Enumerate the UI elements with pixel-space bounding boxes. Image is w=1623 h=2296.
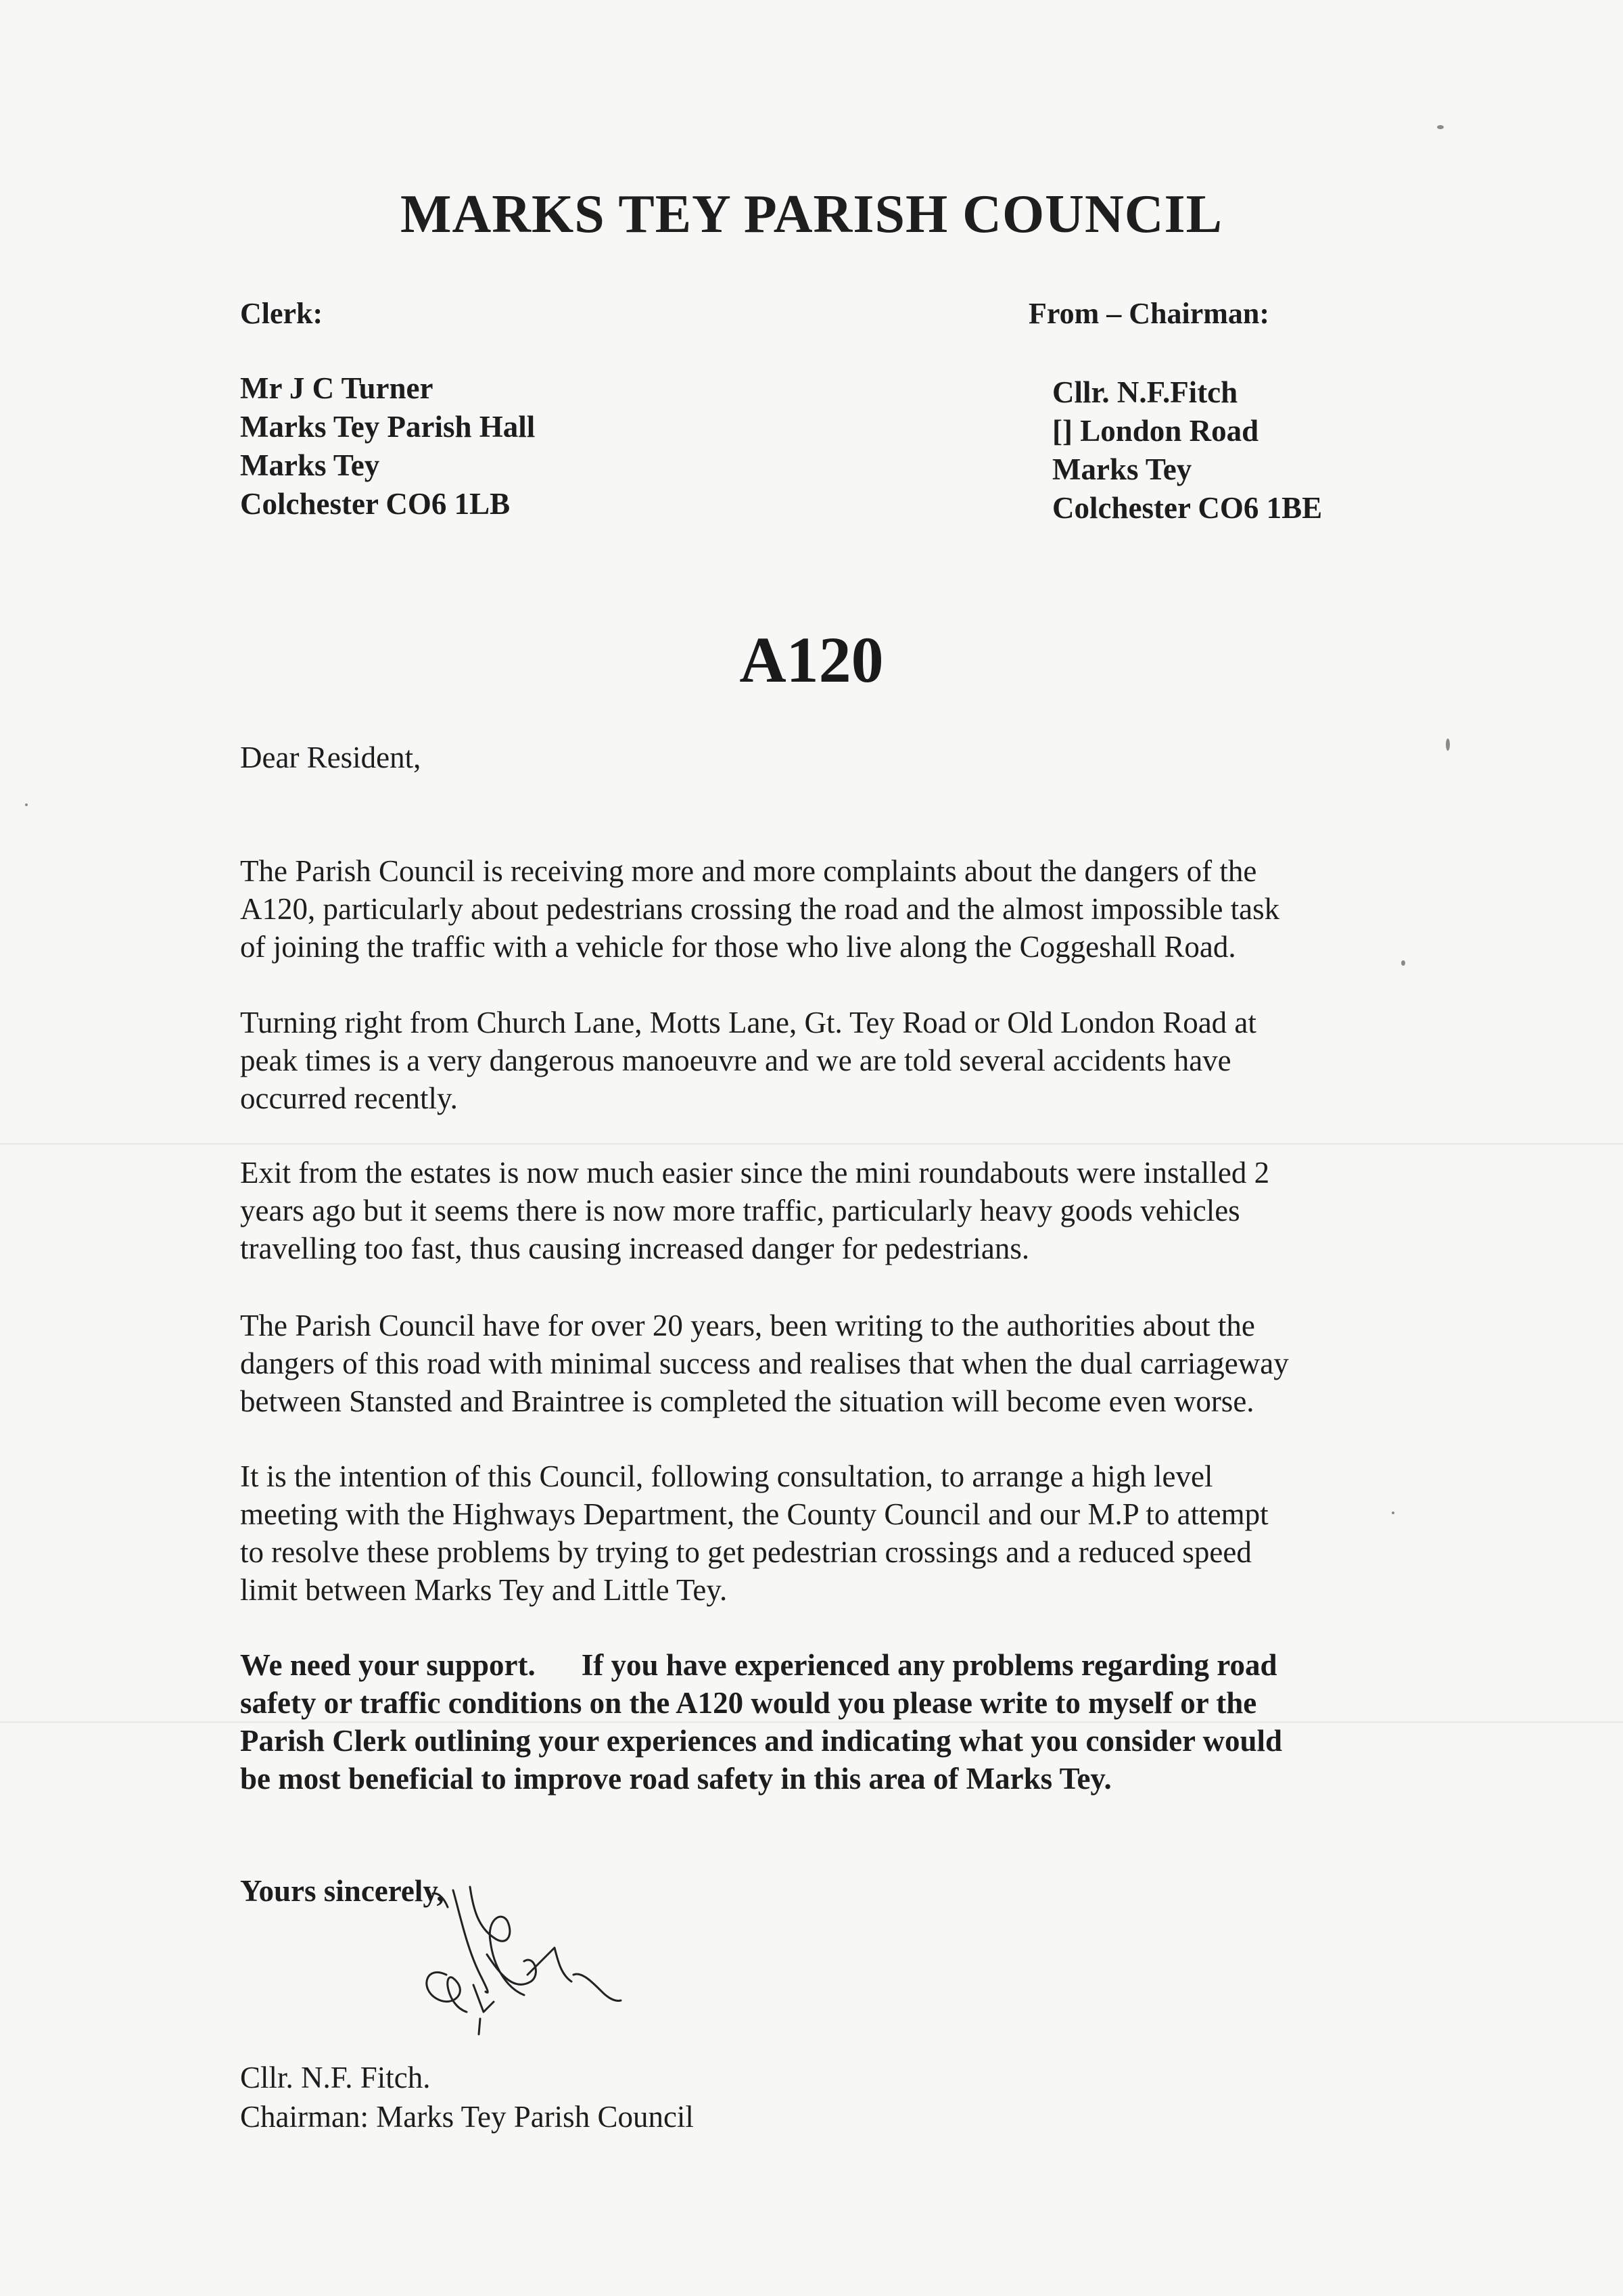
paper-speck — [1392, 1512, 1394, 1514]
salutation: Dear Resident, — [240, 741, 421, 774]
paragraph-line: of joining the traffic with a vehicle for those who live along the Coggeshall Road. — [240, 930, 1236, 964]
clerk-address-line: Mr J C Turner — [240, 371, 433, 405]
paragraph — [240, 1307, 1390, 1420]
paragraph-line: occurred recently. — [240, 1081, 458, 1115]
clerk-address — [240, 369, 535, 523]
paragraph — [240, 1457, 1390, 1609]
paragraph-line: A120, particularly about pedestrians crossing the road and the almost impossible task — [240, 892, 1280, 926]
appeal-line: Parish Clerk outlining your experiences and indicating what you consider would — [240, 1724, 1283, 1758]
appeal-first-line-rest: If you have experienced any problems regarding road — [581, 1648, 1277, 1682]
subject-heading: A120 — [739, 624, 884, 696]
paragraph-line: The Parish Council is receiving more and more complaints about the dangers of the — [240, 854, 1257, 888]
paragraph-line: The Parish Council have for over 20 years, been writing to the authorities about the — [240, 1309, 1255, 1342]
paragraph-line: peak times is a very dangerous manoeuvre and we are told several accidents have — [240, 1044, 1231, 1077]
chairman-address — [1052, 373, 1322, 528]
appeal-paragraph — [240, 1646, 1390, 1798]
clerk-address-line: Colchester CO6 1LB — [240, 487, 511, 521]
paragraph-line: Exit from the estates is now much easier since the mini roundabouts were installed 2 — [240, 1156, 1270, 1190]
paragraph-line: travelling too fast, thus causing increased danger for pedestrians. — [240, 1232, 1030, 1265]
appeal-first-line — [240, 1646, 1390, 1684]
paragraph-line: between Stansted and Braintree is completed the situation will become even worse. — [240, 1384, 1254, 1418]
appeal-line: safety or traffic conditions on the A120 would you please write to myself or the — [240, 1686, 1257, 1720]
chairman-label: From – Chairman: — [1029, 297, 1270, 330]
paragraph-line: Turning right from Church Lane, Motts Lane, Gt. Tey Road or Old London Road at — [240, 1006, 1256, 1039]
appeal-lead: We need your support. — [240, 1648, 536, 1682]
paper-speck — [1437, 125, 1444, 129]
paper-speck — [25, 803, 28, 806]
closing: Yours sincerely, — [240, 1874, 444, 1908]
paragraph — [240, 1004, 1390, 1117]
paragraph-line: dangers of this road with minimal success and realises that when the dual carriageway — [240, 1346, 1289, 1380]
paper-speck — [1401, 960, 1405, 966]
chairman-address-line: Colchester CO6 1BE — [1052, 491, 1323, 525]
chairman-address-line: Cllr. N.F.Fitch — [1052, 375, 1238, 409]
chairman-address-line: [] London Road — [1052, 414, 1259, 448]
paragraph-line: limit between Marks Tey and Little Tey. — [240, 1573, 728, 1607]
clerk-address-line: Marks Tey — [240, 448, 380, 482]
paragraph-line: to resolve these problems by trying to get pedestrian crossings and a reduced speed — [240, 1535, 1252, 1569]
clerk-address-line: Marks Tey Parish Hall — [240, 410, 536, 444]
signatory-name: Cllr. N.F. Fitch. — [240, 2061, 431, 2094]
letterhead-title: MARKS TEY PARISH COUNCIL — [400, 185, 1223, 244]
paragraph — [240, 1154, 1390, 1267]
paragraph — [240, 852, 1390, 966]
fold-line — [0, 1143, 1623, 1145]
paragraph-line: It is the intention of this Council, following consultation, to arrange a high level — [240, 1459, 1213, 1493]
paragraph-line: meeting with the Highways Department, the County Council and our M.P to attempt — [240, 1497, 1269, 1531]
chairman-address-line: Marks Tey — [1052, 452, 1192, 486]
clerk-label: Clerk: — [240, 297, 323, 330]
paper-speck — [1446, 739, 1450, 751]
handwritten-signature — [406, 1873, 649, 2049]
signatory-role: Chairman: Marks Tey Parish Council — [240, 2100, 694, 2134]
appeal-line: be most beneficial to improve road safety in this area of Marks Tey. — [240, 1762, 1112, 1796]
paragraph-line: years ago but it seems there is now more traffic, particularly heavy goods vehicles — [240, 1194, 1240, 1227]
